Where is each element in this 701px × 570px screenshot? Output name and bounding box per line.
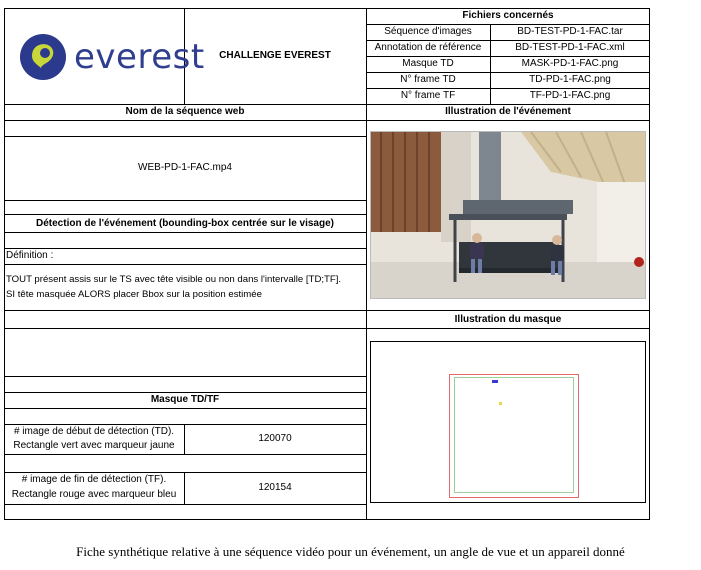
- divider: [4, 232, 366, 233]
- divider: [4, 120, 650, 121]
- everest-logo-icon: [18, 32, 68, 82]
- divider: [366, 88, 650, 89]
- mask-heading: Masque TD/TF: [150, 394, 220, 405]
- divider: [4, 424, 366, 425]
- file-label: N° frame TD: [400, 74, 456, 85]
- file-label: Annotation de référence: [374, 42, 482, 53]
- file-label: Séquence d'images: [384, 26, 472, 37]
- divider: [4, 104, 650, 105]
- mask-frame: [370, 341, 646, 503]
- page-title: CHALLENGE EVEREST: [219, 50, 331, 61]
- divider: [366, 40, 650, 41]
- divider: [4, 328, 650, 329]
- file-label: Masque TD: [402, 58, 454, 69]
- detection-heading: Détection de l'événement (bounding-box centrée sur le visage): [36, 218, 334, 229]
- file-value: TF-PD-1-FAC.png: [529, 90, 611, 101]
- file-value: MASK-PD-1-FAC.png: [521, 58, 619, 69]
- divider: [4, 200, 366, 201]
- blue-marker: [492, 380, 498, 383]
- start-frame-label: # image de début de détection (TD).: [13, 426, 175, 437]
- event-illustration-heading: Illustration de l'événement: [445, 106, 571, 117]
- figure-caption: Fiche synthétique relative à une séquence vidéo pour un événement, un angle de vue et un appareil donné: [76, 544, 625, 559]
- everest-logo: [18, 30, 205, 86]
- divider: [4, 136, 366, 137]
- mask-illustration-heading: Illustration du masque: [454, 314, 562, 325]
- file-value: BD-TEST-PD-1-FAC.tar: [517, 26, 623, 37]
- file-value: BD-TEST-PD-1-FAC.xml: [515, 42, 625, 53]
- mask-image: [454, 377, 574, 493]
- divider: [4, 392, 366, 393]
- file-value: TD-PD-1-FAC.png: [529, 74, 611, 85]
- divider: [4, 454, 366, 455]
- definition-line: TOUT présent assis sur le TS avec tête visible ou non dans l'intervalle [TD;TF].: [6, 274, 342, 285]
- divider: [4, 472, 366, 473]
- divider: [366, 72, 650, 73]
- start-frame-label: Rectangle vert avec marqueur jaune: [13, 440, 175, 451]
- divider: [366, 56, 650, 57]
- yellow-marker: [499, 402, 502, 405]
- start-frame-value: 120070: [258, 433, 292, 444]
- divider: [4, 504, 366, 505]
- file-label: N° frame TF: [400, 90, 456, 101]
- end-frame-value: 120154: [258, 482, 292, 493]
- web-sequence-heading: Nom de la séquence web: [125, 106, 245, 117]
- definition-line: SI tête masquée ALORS placer Bbox sur la position estimée: [6, 289, 262, 300]
- logo-wordmark: everest: [74, 37, 205, 77]
- end-frame-label: # image de fin de détection (TF).: [21, 474, 167, 485]
- event-photo: [370, 131, 646, 299]
- divider: [4, 310, 650, 311]
- chairlift-image: [371, 132, 646, 299]
- divider: [4, 264, 366, 265]
- files-heading: Fichiers concernés: [462, 10, 554, 21]
- web-file-name: WEB-PD-1-FAC.mp4: [138, 162, 232, 173]
- definition-label: Définition :: [6, 250, 54, 261]
- divider: [4, 248, 366, 249]
- divider: [4, 408, 366, 409]
- divider: [366, 24, 650, 25]
- divider: [4, 214, 366, 215]
- end-frame-label: Rectangle rouge avec marqueur bleu: [11, 489, 177, 500]
- divider: [4, 376, 366, 377]
